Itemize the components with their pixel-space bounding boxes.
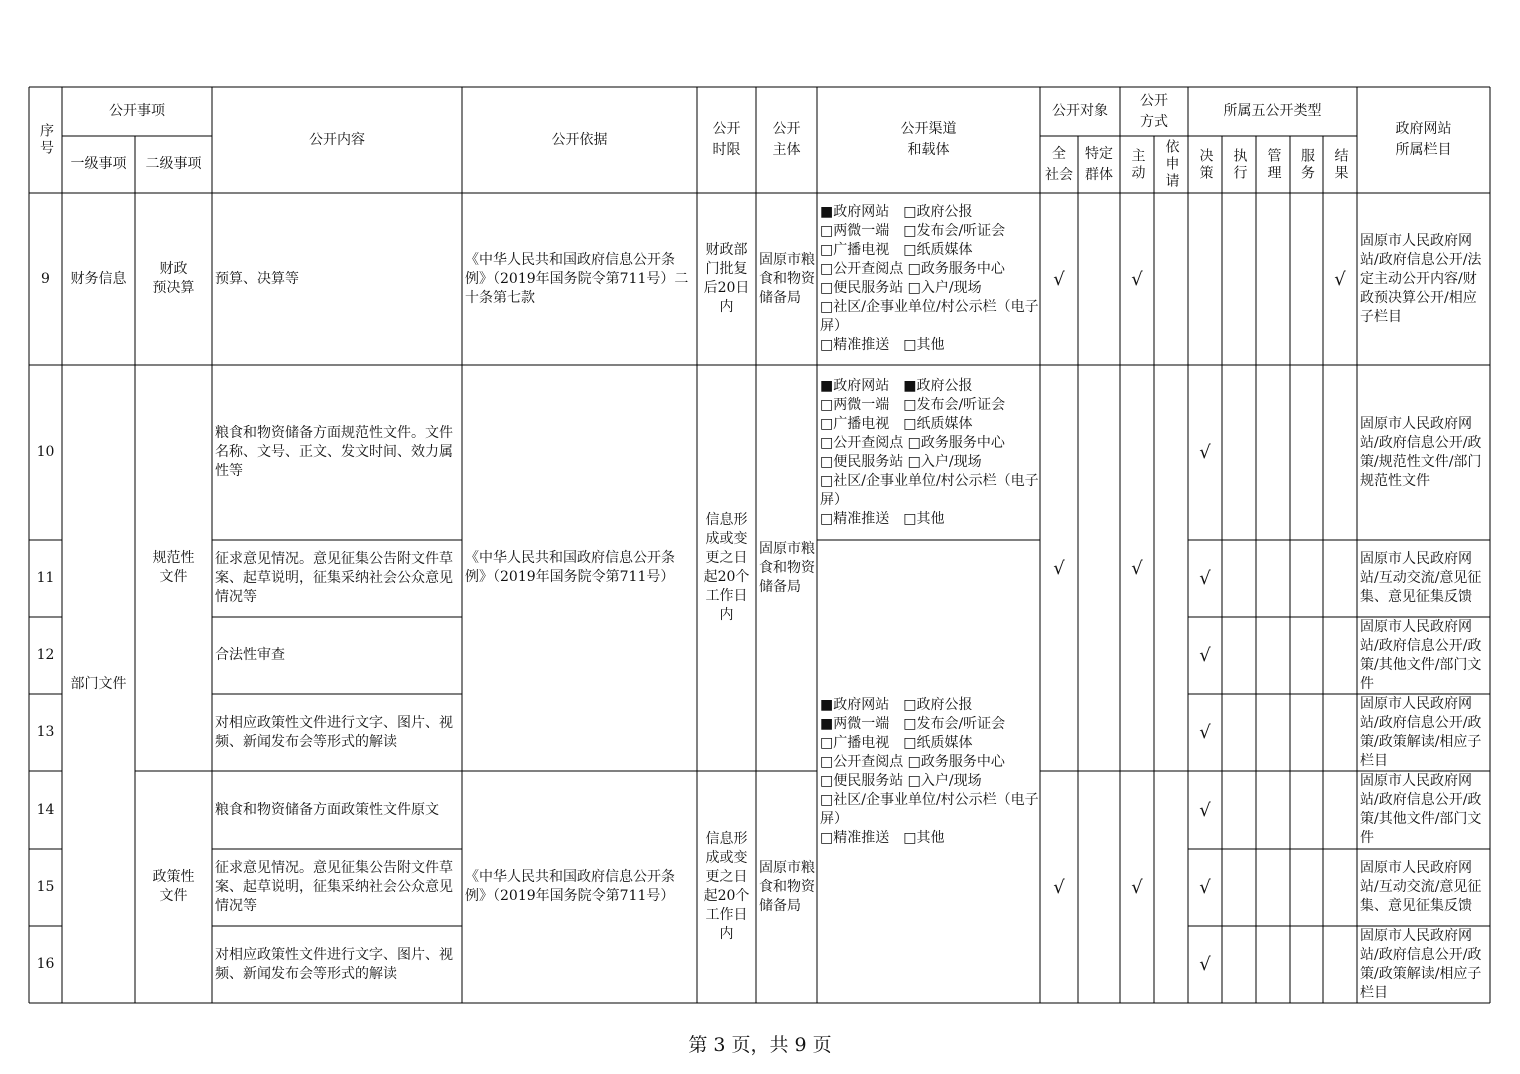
- header-method-active: [1120, 136, 1154, 193]
- level2-normative-docs: 规范性 文件: [152, 550, 195, 585]
- header-type-decision: [1188, 136, 1222, 193]
- row-9-check-active: √: [1131, 268, 1143, 290]
- header-basis: 公开依据: [551, 131, 608, 148]
- check-active-normative: √: [1131, 557, 1143, 579]
- header-content: 公开内容: [309, 131, 365, 148]
- row-13-no: 13: [36, 724, 55, 740]
- header-type-result: [1323, 136, 1357, 193]
- row-12-no: 12: [36, 647, 55, 663]
- header-website: 政府网站 所属栏目: [1395, 121, 1452, 158]
- channel-rows-11-16: ■政府网站 □政府公报 ■两微一端 □发布会/听证会 □广播电视 □纸质媒体 □公开查阅点 □政务服务中心 □便民服务站 □入户/现场 □社区/企事业单位/村公示栏（电子屏） □精准推送 □其他: [820, 696, 1039, 846]
- row-9-level2: 财政 预决算: [152, 261, 195, 296]
- channel-row-10: ■政府网站 ■政府公报 □两微一端 □发布会/听证会 □广播电视 □纸质媒体 □公开查阅点 □政务服务中心 □便民服务站 □入户/现场 □社区/企事业单位/村公示栏（电子屏） □精准推送 □其他: [820, 377, 1039, 527]
- header-channel: 公开渠道 和载体: [900, 121, 957, 158]
- row-12-check-decision: √: [1199, 645, 1211, 666]
- header-audience: 公开对象: [1052, 103, 1108, 119]
- row-15-website: 固原市人民政府网站/互动交流/意见征集、意见征集反馈: [1360, 860, 1482, 914]
- row-10-check-decision: √: [1199, 442, 1211, 463]
- header-seq: [29, 87, 62, 193]
- row-9-basis: 《中华人民共和国政府信息公开条例》（2019年国务院令第711号）二十条第七款: [465, 251, 689, 306]
- row-10-content: 粮食和物资储备方面规范性文件。文件名称、文号、正文、发文时间、效力属性等: [215, 425, 453, 479]
- header-five-types: 所属五公开类型: [1223, 103, 1322, 119]
- time-limit-policy: 信息形成或变更之日起20个工作日内: [703, 831, 750, 942]
- row-14-no: 14: [36, 801, 55, 818]
- header-public-item: 公开事项: [109, 103, 165, 119]
- row-16-content: 对相应政策性文件进行文字、图片、视频、新闻发布会等形式的解读: [215, 946, 453, 982]
- check-active-policy: √: [1131, 876, 1143, 898]
- row-14-content: 粮食和物资储备方面政策性文件原文: [215, 801, 439, 818]
- header-audience-all: 全 社会: [1045, 145, 1073, 183]
- header-method-apply: [1154, 136, 1188, 193]
- page-number: 第 3 页，共 9 页: [688, 1033, 832, 1056]
- row-11-website: 固原市人民政府网站/互动交流/意见征集、意见征集反馈: [1360, 551, 1482, 605]
- header-method-apply-label: 依申请: [1163, 139, 1180, 190]
- header-type-management: [1256, 136, 1290, 193]
- subject-policy: 固原市粮食和物资储备局: [759, 859, 815, 914]
- row-12-content: 合法性审查: [215, 647, 285, 663]
- row-11-no: 11: [36, 570, 55, 586]
- header-type-service: [1290, 136, 1323, 193]
- row-9-time-limit: 财政部门批复后20日内: [703, 242, 750, 315]
- header-type-execution: [1222, 136, 1256, 193]
- row-10-no: 10: [36, 444, 55, 460]
- row-9-level1: 财务信息: [70, 270, 127, 287]
- row-11-content: 征求意见情况。意见征集公告附文件草案、起草说明，征集采纳社会公众意见情况等: [215, 551, 453, 605]
- header-type-management-label: 管理: [1265, 147, 1282, 182]
- row-15-check-decision: √: [1199, 877, 1211, 898]
- check-all-policy: √: [1053, 876, 1065, 898]
- header-subject: 公开 主体: [772, 121, 801, 158]
- row-13-check-decision: √: [1199, 722, 1211, 743]
- subject-normative: 固原市粮食和物资储备局: [759, 540, 815, 595]
- check-all-normative: √: [1053, 557, 1065, 579]
- row-13-content: 对相应政策性文件进行文字、图片、视频、新闻发布会等形式的解读: [215, 714, 453, 750]
- row-16-no: 16: [36, 956, 55, 972]
- row-9-no: 9: [41, 270, 50, 287]
- row-16-website: 固原市人民政府网站/政府信息公开/政策/政策解读/相应子栏目: [1360, 927, 1482, 1001]
- header-seq-label: 序号: [38, 123, 54, 157]
- header-type-execution-label: 执行: [1231, 147, 1248, 182]
- level1-dept-docs: 部门文件: [70, 675, 127, 692]
- row-9-channel: ■政府网站 □政府公报 □两微一端 □发布会/听证会 □广播电视 □纸质媒体 □公开查阅点 □政务服务中心 □便民服务站 □入户/现场 □社区/企事业单位/村公示栏（电子屏） □精准推送 □其他: [820, 204, 1039, 353]
- header-type-decision-label: 决策: [1197, 147, 1214, 182]
- row-15-no: 15: [36, 879, 55, 895]
- row-9-website: 固原市人民政府网站/政府信息公开/法定主动公开内容/财政预决算公开/相应子栏目: [1360, 232, 1482, 325]
- row-14-check-decision: √: [1199, 799, 1211, 821]
- time-limit-normative: 信息形成或变更之日起20个工作日内: [703, 512, 750, 623]
- row-14-website: 固原市人民政府网站/政府信息公开/政策/其他文件/部门文件: [1360, 773, 1482, 846]
- header-time-limit: 公开 时限: [712, 121, 741, 158]
- row-10-website: 固原市人民政府网站/政府信息公开/政策/规范性文件/部门规范性文件: [1360, 415, 1482, 489]
- header-audience-specific: 特定 群体: [1085, 145, 1113, 183]
- row-16-check-decision: √: [1199, 954, 1211, 975]
- basis-policy: 《中华人民共和国政府信息公开条例》（2019年国务院令第711号）: [465, 869, 675, 904]
- row-9-check-all: √: [1053, 268, 1065, 290]
- header-method: 公开 方式: [1140, 92, 1168, 130]
- header-level1: 一级事项: [70, 156, 127, 172]
- row-9-subject: 固原市粮食和物资储备局: [759, 251, 815, 306]
- row-12-website: 固原市人民政府网站/政府信息公开/政策/其他文件/部门文件: [1360, 618, 1482, 692]
- row-13-website: 固原市人民政府网站/政府信息公开/政策/政策解读/相应子栏目: [1360, 695, 1482, 769]
- level2-policy-docs: 政策性 文件: [152, 869, 195, 904]
- header-type-service-label: 服务: [1299, 147, 1315, 182]
- basis-normative: 《中华人民共和国政府信息公开条例》（2019年国务院令第711号）: [465, 550, 675, 585]
- header-method-active-label: 主动: [1129, 147, 1146, 182]
- header-level2: 二级事项: [145, 156, 202, 172]
- row-11-check-decision: √: [1199, 568, 1211, 589]
- row-9-content: 预算、决算等: [215, 270, 299, 287]
- row-15-content: 征求意见情况。意见征集公告附文件草案、起草说明，征集采纳社会公众意见情况等: [215, 860, 453, 914]
- row-9-check-result: √: [1334, 268, 1346, 290]
- header-type-result-label: 结果: [1332, 147, 1349, 182]
